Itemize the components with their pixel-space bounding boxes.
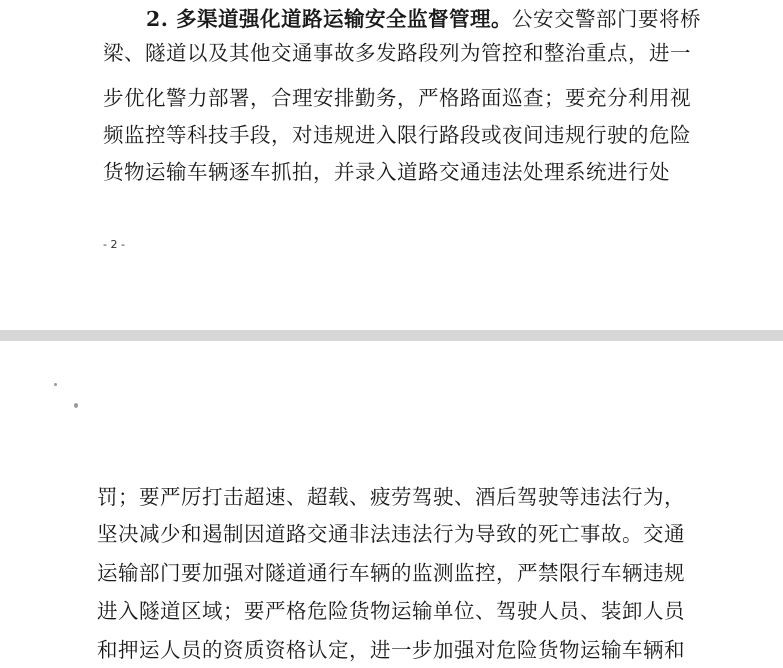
body-line: 频监控等科技手段，对违规进入限行路段或夜间违规行驶的危险 (103, 123, 691, 147)
body-line: 罚；要严厉打击超速、超载、疲劳驾驶、酒后驾驶等违法行为， (97, 485, 685, 509)
body-line: 步优化警力部署，合理安排勤务，严格路面巡查；要充分利用视 (103, 86, 691, 110)
document-page-3 (0, 341, 783, 668)
scan-speck (74, 403, 78, 408)
body-line: 运输部门要加强对隧道通行车辆的监测监控，严禁限行车辆违规 (97, 561, 685, 585)
page-number: - 2 - (103, 238, 125, 251)
body-text: 公安交警部门要将桥 (512, 7, 702, 31)
page-separator (0, 330, 783, 341)
body-line: 梁、隧道以及其他交通事故多发路段列为管控和整治重点，进一 (103, 41, 691, 65)
scan-speck (54, 383, 57, 386)
body-line: 和押运人员的资质资格认定，进一步加强对危险货物运输车辆和 (97, 638, 685, 662)
body-line: 坚决减少和遏制因道路交通非法违法行为导致的死亡事故。交通 (97, 522, 685, 546)
document-page-2 (0, 0, 783, 330)
body-line: 货物运输车辆逐车抓拍，并录入道路交通违法处理系统进行处 (103, 160, 670, 184)
body-line: 进入隧道区域；要严格危险货物运输单位、驾驶人员、装卸人员 (97, 599, 685, 623)
paragraph-first-line (146, 5, 701, 33)
section-heading: 2. 多渠道强化道路运输安全监督管理。 (146, 7, 513, 31)
